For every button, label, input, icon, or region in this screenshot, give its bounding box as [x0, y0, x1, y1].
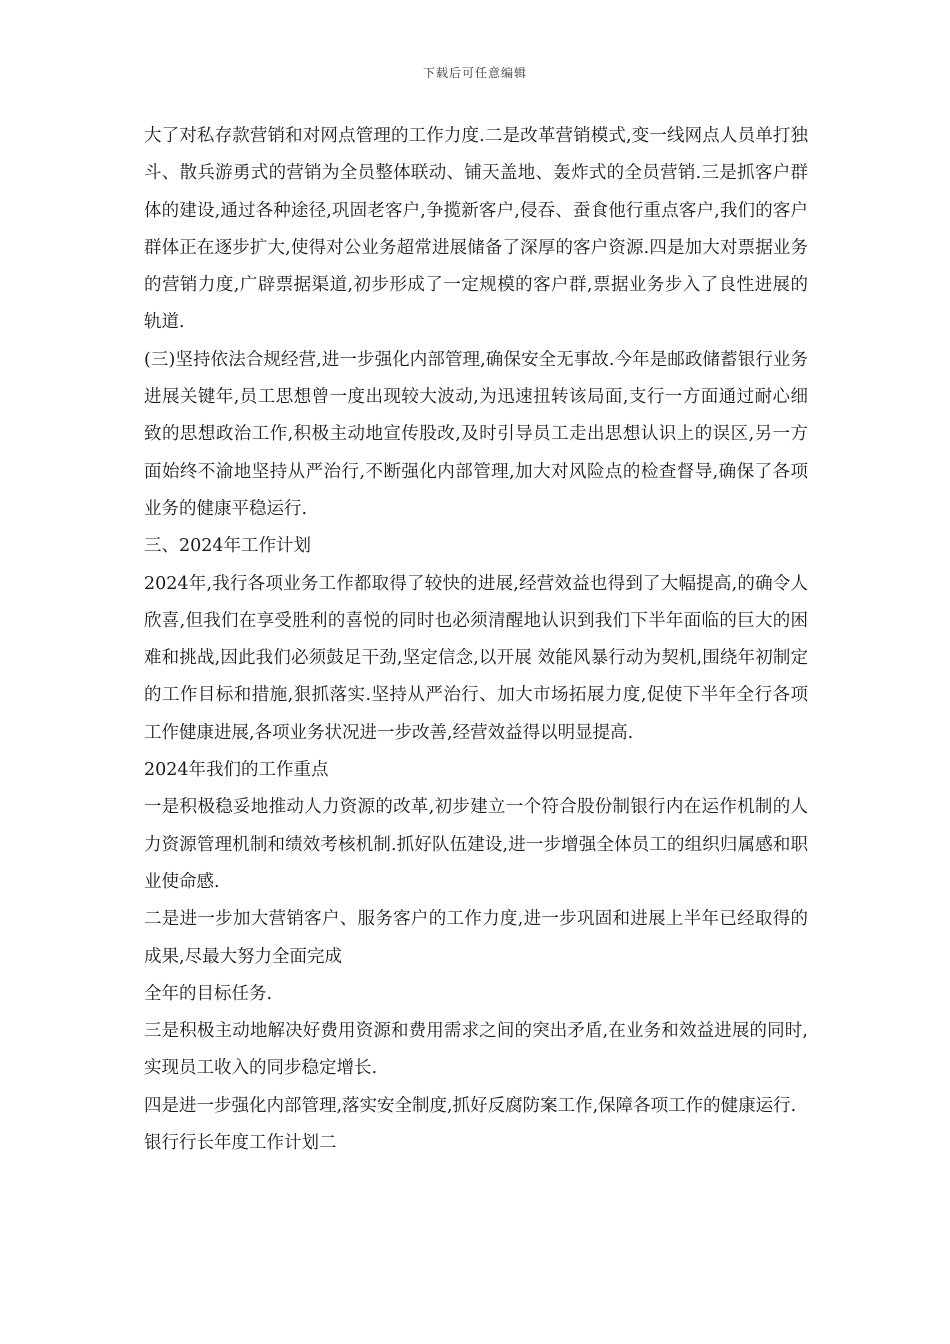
- document-body: [144, 118, 808, 1162]
- paragraph-plan-overview: 2024年,我行各项业务工作都取得了较快的进展,经营效益也得到了大幅提高,的确令人欣喜,但我们在享受胜利的喜悦的同时也必须清醒地认识到我们下半年面临的巨大的困难和挑战,因此我们必须鼓足干劲,坚定信念,以开展 效能风暴行动为契机,围绕年初制定的工作目标和措施,狠抓落实.坚持从严治行、加大市场拓展力度,促使下半年全行各项工作健康进展,各项业务状况进一步改善,经营效益得以明显提高.: [144, 573, 808, 743]
- section-heading-plan-two: 银行行长年度工作计划二: [144, 1133, 337, 1154]
- paragraph-priority-two: 二是进一步加大营销客户、服务客户的工作力度,进一步巩固和进展上半年已经取得的成果,尽最大努力全面完成: [144, 909, 808, 967]
- page-header: 下载后可任意编辑: [422, 66, 527, 80]
- paragraph-priority-three: 三是积极主动地解决好费用资源和费用需求之间的突出矛盾,在业务和效益进展的同时,实现员工收入的同步稳定增长.: [144, 1021, 808, 1079]
- paragraph-compliance: (三)坚持依法合规经营,进一步强化内部管理,确保安全无事故.今年是邮政储蓄银行业务进展关键年,员工思想曾一度出现较大波动,为迅速扭转该局面,支行一方面通过耐心细致的思想政治工作,积极主动地宣传股改,及时引导员工走出思想认识上的误区,另一方面始终不渝地坚持从严治行,不断强化内部管理,加大对风险点的检查督导,确保了各项业务的健康平稳运行.: [144, 349, 808, 519]
- paragraph-marketing: 大了对私存款营销和对网点管理的工作力度.二是改革营销模式,变一线网点人员单打独斗、散兵游勇式的营销为全员整体联动、铺天盖地、轰炸式的全员营销.三是抓客户群体的建设,通过各种途径,巩固老客户,争揽新客户,侵吞、蚕食他行重点客户,我们的客户群体正在逐步扩大,使得对公业务超常进展储备了深厚的客户资源.四是加大对票据业务的营销力度,广辟票据渠道,初步形成了一定规模的客户群,票据业务步入了良性进展的轨道.: [144, 126, 808, 333]
- section-heading-work-plan: 三、2024年工作计划: [144, 536, 312, 557]
- paragraph-priority-one: 一是积极稳妥地推动人力资源的改革,初步建立一个符合股份制银行内在运作机制的人力资源管理机制和绩效考核机制.抓好队伍建设,进一步增强全体员工的组织归属感和职业使命感.: [144, 797, 808, 892]
- paragraph-priority-two-cont: 全年的目标任务.: [144, 983, 273, 1004]
- section-heading-priorities: 2024年我们的工作重点: [144, 760, 329, 781]
- paragraph-priority-four: 四是进一步强化内部管理,落实安全制度,抓好反腐防案工作,保障各项工作的健康运行.: [144, 1095, 797, 1116]
